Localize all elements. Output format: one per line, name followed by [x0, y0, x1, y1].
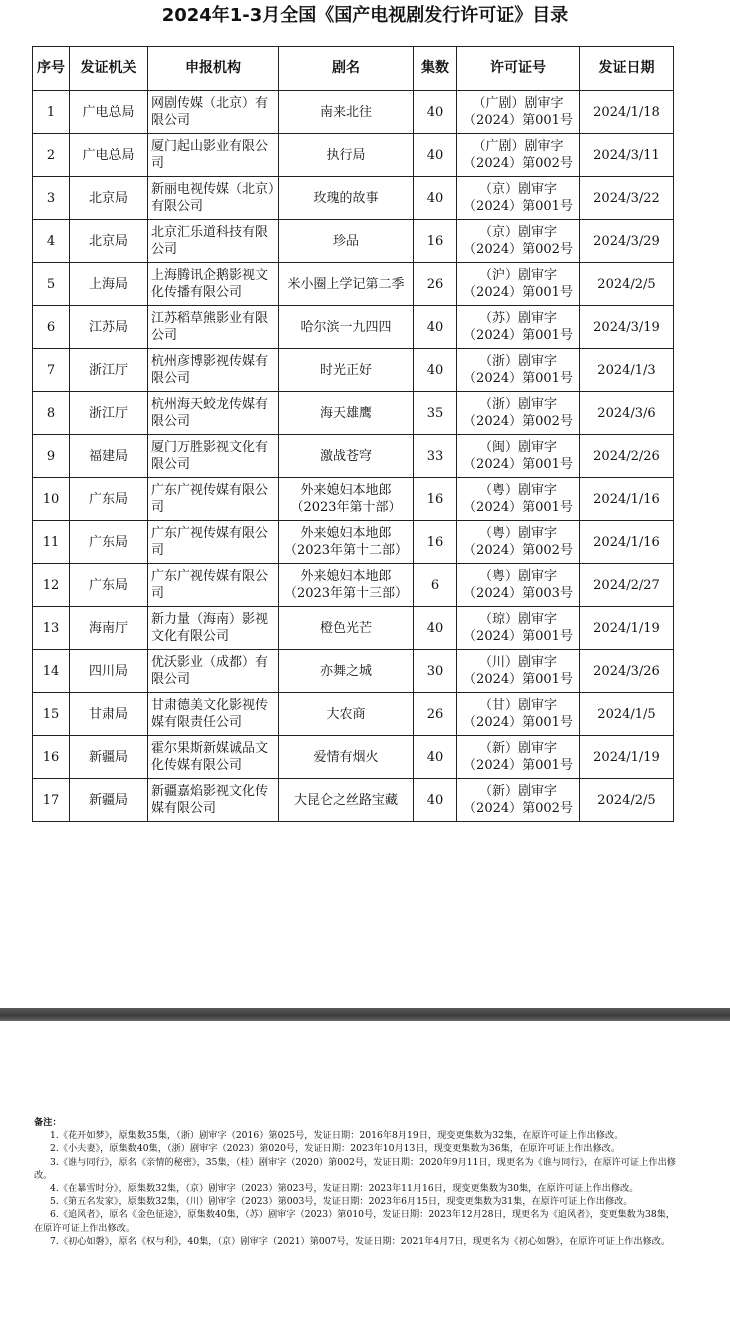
cell-drama: 外来媳妇本地郎（2023年第十三部）	[279, 564, 414, 607]
cell-org: 杭州海天蛟龙传媒有限公司	[148, 392, 279, 435]
cell-org: 霍尔果斯新媒诚品文化传媒有限公司	[148, 736, 279, 779]
cell-license: （甘）剧审字（2024）第001号	[457, 693, 580, 736]
cell-date: 2024/2/27	[580, 564, 674, 607]
note-item: 4.《在暴雪时分》，原集数32集，（京）剧审字（2023）第023号，发证日期：2023年11月16日，现变更集数为30集，在原许可证上作出修改。	[50, 1183, 639, 1195]
cell-license: （粤）剧审字（2024）第003号	[457, 564, 580, 607]
cell-date: 2024/2/26	[580, 435, 674, 478]
cell-date: 2024/3/26	[580, 650, 674, 693]
cell-drama: 海天雄鹰	[279, 392, 414, 435]
cell-no: 4	[33, 220, 70, 263]
cell-episodes: 33	[414, 435, 457, 478]
table-row	[33, 607, 674, 650]
cell-no: 16	[33, 736, 70, 779]
notes-heading: 备注：	[34, 1117, 62, 1128]
cell-date: 2024/1/5	[580, 693, 674, 736]
cell-drama: 大昆仑之丝路宝藏	[279, 779, 414, 822]
cell-no: 1	[33, 91, 70, 134]
cell-license: （新）剧审字（2024）第002号	[457, 779, 580, 822]
cell-org: 甘肃德美文化影视传媒有限责任公司	[148, 693, 279, 736]
table-row	[33, 779, 674, 822]
header-org: 申报机构	[148, 47, 279, 91]
table-row	[33, 263, 674, 306]
cell-date: 2024/2/5	[580, 263, 674, 306]
cell-org: 新丽电视传媒（北京）有限公司	[148, 177, 279, 220]
cell-episodes: 40	[414, 779, 457, 822]
cell-drama: 米小圈上学记第二季	[279, 263, 414, 306]
cell-org: 江苏稻草熊影业有限公司	[148, 306, 279, 349]
cell-date: 2024/1/16	[580, 478, 674, 521]
cell-org: 网剧传媒（北京）有限公司	[148, 91, 279, 134]
cell-date: 2024/1/16	[580, 521, 674, 564]
cell-date: 2024/2/5	[580, 779, 674, 822]
cell-drama: 珍品	[279, 220, 414, 263]
cell-authority: 上海局	[70, 263, 148, 306]
table-row	[33, 435, 674, 478]
cell-drama: 执行局	[279, 134, 414, 177]
cell-episodes: 26	[414, 693, 457, 736]
cell-authority: 北京局	[70, 220, 148, 263]
cell-org: 厦门万胜影视文化有限公司	[148, 435, 279, 478]
cell-episodes: 6	[414, 564, 457, 607]
cell-license: （广剧）剧审字（2024）第002号	[457, 134, 580, 177]
cell-episodes: 30	[414, 650, 457, 693]
cell-date: 2024/3/6	[580, 392, 674, 435]
cell-drama: 外来媳妇本地郎（2023年第十二部）	[279, 521, 414, 564]
cell-no: 7	[33, 349, 70, 392]
cell-episodes: 40	[414, 134, 457, 177]
cell-date: 2024/3/29	[580, 220, 674, 263]
cell-no: 8	[33, 392, 70, 435]
cell-no: 15	[33, 693, 70, 736]
cell-drama: 时光正好	[279, 349, 414, 392]
cell-license: （川）剧审字（2024）第001号	[457, 650, 580, 693]
table-row	[33, 134, 674, 177]
cell-org: 广东广视传媒有限公司	[148, 564, 279, 607]
table-row	[33, 177, 674, 220]
cell-episodes: 16	[414, 478, 457, 521]
cell-license: （浙）剧审字（2024）第002号	[457, 392, 580, 435]
cell-authority: 广东局	[70, 521, 148, 564]
note-item: 5.《第五名发家》，原集数32集，（川）剧审字（2023）第003号，发证日期：2023年6月15日，现变更集数为31集，在原许可证上作出修改。	[50, 1196, 633, 1208]
cell-no: 2	[33, 134, 70, 177]
cell-episodes: 40	[414, 349, 457, 392]
cell-no: 6	[33, 306, 70, 349]
table-row	[33, 564, 674, 607]
cell-authority: 浙江厅	[70, 392, 148, 435]
cell-no: 9	[33, 435, 70, 478]
table-row	[33, 693, 674, 736]
cell-license: （苏）剧审字（2024）第001号	[457, 306, 580, 349]
cell-date: 2024/3/11	[580, 134, 674, 177]
cell-authority: 福建局	[70, 435, 148, 478]
cell-episodes: 40	[414, 736, 457, 779]
note-item: 2.《小夫妻》，原集数40集，（浙）剧审字（2023）第020号，发证日期：2023年10月13日，现变更集数为36集，在原许可证上作出修改。	[50, 1143, 621, 1155]
table-row	[33, 220, 674, 263]
cell-org: 优沃影业（成都）有限公司	[148, 650, 279, 693]
table-row	[33, 392, 674, 435]
table-row	[33, 521, 674, 564]
cell-drama: 外来媳妇本地郎（2023年第十部）	[279, 478, 414, 521]
cell-drama: 南来北往	[279, 91, 414, 134]
header-authority: 发证机关	[70, 47, 148, 91]
cell-drama: 激战苍穹	[279, 435, 414, 478]
cell-org: 广东广视传媒有限公司	[148, 521, 279, 564]
note-item: 3.《谁与同行》，原名《亲情的秘密》，35集，（桂）剧审字（2020）第002号，发证日期：2020年9月11日，现更名为《谁与同行》，在原许可证上作出修改。	[34, 1156, 676, 1181]
cell-episodes: 40	[414, 91, 457, 134]
notes-section	[34, 1116, 684, 1248]
header-episodes: 集数	[414, 47, 457, 91]
cell-episodes: 35	[414, 392, 457, 435]
cell-no: 10	[33, 478, 70, 521]
cell-drama: 大农商	[279, 693, 414, 736]
header-license: 许可证号	[457, 47, 580, 91]
cell-no: 12	[33, 564, 70, 607]
cell-org: 杭州彦博影视传媒有限公司	[148, 349, 279, 392]
table-row	[33, 91, 674, 134]
cell-episodes: 40	[414, 177, 457, 220]
cell-authority: 广东局	[70, 478, 148, 521]
cell-authority: 北京局	[70, 177, 148, 220]
table-row	[33, 306, 674, 349]
cell-episodes: 26	[414, 263, 457, 306]
cell-drama: 橙色光芒	[279, 607, 414, 650]
header-drama: 剧名	[279, 47, 414, 91]
table-header-row	[33, 47, 674, 91]
cell-date: 2024/1/18	[580, 91, 674, 134]
cell-episodes: 40	[414, 306, 457, 349]
cell-authority: 甘肃局	[70, 693, 148, 736]
cell-drama: 哈尔滨一九四四	[279, 306, 414, 349]
cell-episodes: 40	[414, 607, 457, 650]
cell-no: 14	[33, 650, 70, 693]
cell-drama: 玫瑰的故事	[279, 177, 414, 220]
cell-drama: 爱情有烟火	[279, 736, 414, 779]
note-item: 1.《花开如梦》，原集数35集，（浙）剧审字（2016）第025号，发证日期：2016年8月19日，现变更集数为32集，在原许可证上作出修改。	[50, 1130, 624, 1142]
cell-org: 上海腾讯企鹅影视文化传播有限公司	[148, 263, 279, 306]
cell-no: 3	[33, 177, 70, 220]
cell-license: （新）剧审字（2024）第001号	[457, 736, 580, 779]
cell-license: （沪）剧审字（2024）第001号	[457, 263, 580, 306]
cell-authority: 广电总局	[70, 91, 148, 134]
cell-org: 新力量（海南）影视文化有限公司	[148, 607, 279, 650]
cell-org: 厦门起山影业有限公司	[148, 134, 279, 177]
table-row	[33, 349, 674, 392]
cell-date: 2024/3/22	[580, 177, 674, 220]
cell-license: （广剧）剧审字（2024）第001号	[457, 91, 580, 134]
cell-license: （琼）剧审字（2024）第001号	[457, 607, 580, 650]
table-row	[33, 650, 674, 693]
license-table	[32, 46, 674, 822]
cell-org: 北京汇乐道科技有限公司	[148, 220, 279, 263]
cell-license: （粤）剧审字（2024）第002号	[457, 521, 580, 564]
cell-license: （京）剧审字（2024）第001号	[457, 177, 580, 220]
cell-org: 广东广视传媒有限公司	[148, 478, 279, 521]
cell-date: 2024/3/19	[580, 306, 674, 349]
cell-authority: 江苏局	[70, 306, 148, 349]
header-date: 发证日期	[580, 47, 674, 91]
cell-license: （京）剧审字（2024）第002号	[457, 220, 580, 263]
cell-license: （闽）剧审字（2024）第001号	[457, 435, 580, 478]
table-row	[33, 736, 674, 779]
cell-authority: 新疆局	[70, 736, 148, 779]
cell-episodes: 16	[414, 220, 457, 263]
document-title: 2024年1-3月全国《国产电视剧发行许可证》目录	[161, 5, 569, 26]
cell-date: 2024/1/19	[580, 736, 674, 779]
page-gutter-divider	[0, 1008, 730, 1021]
cell-no: 11	[33, 521, 70, 564]
cell-episodes: 16	[414, 521, 457, 564]
cell-authority: 新疆局	[70, 779, 148, 822]
cell-license: （粤）剧审字（2024）第001号	[457, 478, 580, 521]
note-item: 7.《初心如磐》，原名《权与利》，40集，（京）剧审字（2021）第007号，发证日期：2021年4月7日，现更名为《初心如磐》，在原许可证上作出修改。	[50, 1235, 671, 1247]
note-item: 6.《追风者》，原名《金色征途》，原集数40集，（苏）剧审字（2023）第010号，发证日期：2023年12月28日，现更名为《追风者》，变更集数为38集，在原许可证上作出修改。	[34, 1209, 676, 1234]
cell-authority: 四川局	[70, 650, 148, 693]
cell-no: 13	[33, 607, 70, 650]
cell-license: （浙）剧审字（2024）第001号	[457, 349, 580, 392]
cell-date: 2024/1/3	[580, 349, 674, 392]
cell-authority: 浙江厅	[70, 349, 148, 392]
header-no: 序号	[33, 47, 70, 91]
cell-authority: 广东局	[70, 564, 148, 607]
cell-no: 5	[33, 263, 70, 306]
table-row	[33, 478, 674, 521]
cell-authority: 海南厅	[70, 607, 148, 650]
cell-authority: 广电总局	[70, 134, 148, 177]
cell-org: 新疆嘉焰影视文化传媒有限公司	[148, 779, 279, 822]
cell-drama: 亦舞之城	[279, 650, 414, 693]
cell-date: 2024/1/19	[580, 607, 674, 650]
cell-no: 17	[33, 779, 70, 822]
